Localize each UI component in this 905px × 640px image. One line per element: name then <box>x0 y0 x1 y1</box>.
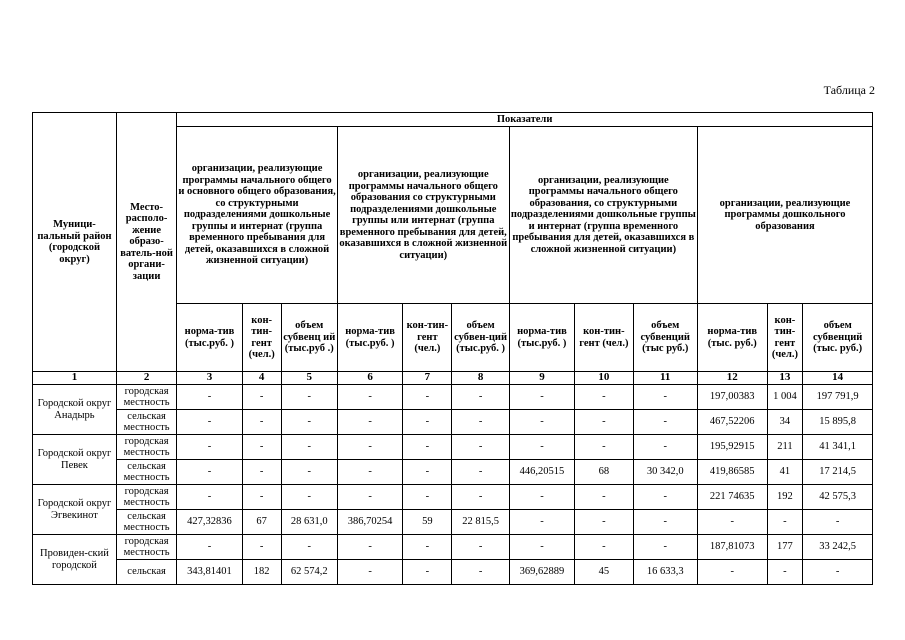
subcol-header: кон-тин-гент (чел.) <box>767 304 803 372</box>
value-cell: - <box>575 435 633 460</box>
subcol-header: объем субвенций (тыс. руб.) <box>803 304 873 372</box>
value-cell: - <box>575 510 633 535</box>
column-number: 3 <box>177 372 242 385</box>
value-cell: - <box>337 385 402 410</box>
value-cell: - <box>452 385 509 410</box>
value-cell: - <box>177 460 242 485</box>
location-cell: городская местность <box>116 435 176 460</box>
value-cell: - <box>337 435 402 460</box>
value-cell: - <box>575 410 633 435</box>
value-cell: 17 214,5 <box>803 460 873 485</box>
location-cell: городская местность <box>116 385 176 410</box>
value-cell: - <box>281 460 337 485</box>
value-cell: - <box>633 485 697 510</box>
value-cell: - <box>575 385 633 410</box>
value-cell: - <box>337 460 402 485</box>
table-row <box>33 560 873 585</box>
value-cell: - <box>177 435 242 460</box>
column-number: 5 <box>281 372 337 385</box>
location-cell: городская местность <box>116 535 176 560</box>
table-row <box>33 435 873 460</box>
value-cell: - <box>452 410 509 435</box>
subcol-header: норма-тив (тыс. руб.) <box>697 304 767 372</box>
subcol-header: норма-тив (тыс.руб. ) <box>177 304 242 372</box>
value-cell: - <box>281 385 337 410</box>
value-cell: - <box>403 385 452 410</box>
value-cell: 386,70254 <box>337 510 402 535</box>
value-cell: - <box>242 485 281 510</box>
value-cell: 195,92915 <box>697 435 767 460</box>
value-cell: 28 631,0 <box>281 510 337 535</box>
value-cell: 30 342,0 <box>633 460 697 485</box>
value-cell: 62 574,2 <box>281 560 337 585</box>
table-caption: Таблица 2 <box>823 83 875 97</box>
header-group-4: организации, реализующие программы дошкольного образования <box>697 127 872 304</box>
value-cell: - <box>452 485 509 510</box>
value-cell: 67 <box>242 510 281 535</box>
value-cell: - <box>403 435 452 460</box>
table-row <box>33 510 873 535</box>
header-municipality: Муници-пальный район (городской округ) <box>33 113 117 372</box>
value-cell: - <box>177 410 242 435</box>
value-cell: - <box>509 485 574 510</box>
value-cell: - <box>509 510 574 535</box>
value-cell: - <box>403 535 452 560</box>
value-cell: 1 004 <box>767 385 803 410</box>
value-cell: - <box>697 510 767 535</box>
value-cell: - <box>509 385 574 410</box>
value-cell: 177 <box>767 535 803 560</box>
value-cell: 16 633,3 <box>633 560 697 585</box>
column-number: 12 <box>697 372 767 385</box>
subcol-header: объем субвенц ий (тыс.руб .) <box>281 304 337 372</box>
column-number: 2 <box>116 372 176 385</box>
value-cell: - <box>242 435 281 460</box>
value-cell: - <box>575 485 633 510</box>
value-cell: - <box>337 410 402 435</box>
value-cell: 22 815,5 <box>452 510 509 535</box>
value-cell: 41 <box>767 460 803 485</box>
column-number: 13 <box>767 372 803 385</box>
column-number: 10 <box>575 372 633 385</box>
table-row <box>33 410 873 435</box>
value-cell: - <box>633 510 697 535</box>
location-cell: сельская местность <box>116 460 176 485</box>
value-cell: - <box>575 535 633 560</box>
column-number: 1 <box>33 372 117 385</box>
value-cell: 446,20515 <box>509 460 574 485</box>
header-group-1: организации, реализующие программы начального общего и основного общего образования, со структурными подразделениями дошкольные группы и интернат (группа временного пребывания для детей, оказавшихся в сложной жизненной ситуации) <box>177 127 338 304</box>
subcol-header: объем субвен-ций (тыс.руб. ) <box>452 304 509 372</box>
value-cell: 15 895,8 <box>803 410 873 435</box>
value-cell: - <box>242 535 281 560</box>
municipality-cell: Городской округ Эгвекинот <box>33 485 117 535</box>
table-row <box>33 485 873 510</box>
value-cell: 59 <box>403 510 452 535</box>
location-cell: сельская <box>116 560 176 585</box>
value-cell: 42 575,3 <box>803 485 873 510</box>
value-cell: - <box>403 485 452 510</box>
table-row <box>33 535 873 560</box>
value-cell: 419,86585 <box>697 460 767 485</box>
value-cell: - <box>281 535 337 560</box>
column-number: 6 <box>337 372 402 385</box>
header-group-3: организации, реализующие программы начального общего образования, со структурными подразделениями дошкольные группы и интернат (группа временного пребывания для детей, оказавшихся в сложной жизненной ситуации) <box>509 127 697 304</box>
value-cell: - <box>509 410 574 435</box>
value-cell: - <box>403 560 452 585</box>
column-number: 8 <box>452 372 509 385</box>
value-cell: - <box>403 410 452 435</box>
column-number: 14 <box>803 372 873 385</box>
value-cell: - <box>177 535 242 560</box>
value-cell: 187,81073 <box>697 535 767 560</box>
subcol-header: объем субвенций (тыс руб.) <box>633 304 697 372</box>
value-cell: 182 <box>242 560 281 585</box>
subsidy-table <box>32 112 873 585</box>
value-cell: - <box>697 560 767 585</box>
value-cell: - <box>633 385 697 410</box>
header-location: Место-располо-жение образо-ватель-ной органи-зации <box>116 113 176 372</box>
value-cell: 467,52206 <box>697 410 767 435</box>
column-number: 9 <box>509 372 574 385</box>
municipality-cell: Провиден-ский городской <box>33 535 117 585</box>
municipality-cell: Городской округ Певек <box>33 435 117 485</box>
value-cell: - <box>803 560 873 585</box>
value-cell: 192 <box>767 485 803 510</box>
value-cell: - <box>242 410 281 435</box>
value-cell: 68 <box>575 460 633 485</box>
value-cell: - <box>803 510 873 535</box>
value-cell: 343,81401 <box>177 560 242 585</box>
column-number: 7 <box>403 372 452 385</box>
value-cell: - <box>452 460 509 485</box>
value-cell: 33 242,5 <box>803 535 873 560</box>
table-row <box>33 460 873 485</box>
location-cell: сельская местность <box>116 410 176 435</box>
value-cell: 221 74635 <box>697 485 767 510</box>
subcol-header: кон-тин-гент (чел.) <box>575 304 633 372</box>
value-cell: - <box>509 435 574 460</box>
value-cell: - <box>337 485 402 510</box>
subcol-header: норма-тив (тыс.руб. ) <box>509 304 574 372</box>
value-cell: - <box>337 560 402 585</box>
value-cell: - <box>452 560 509 585</box>
table-row <box>33 385 873 410</box>
table-body <box>33 385 873 585</box>
value-cell: 34 <box>767 410 803 435</box>
value-cell: - <box>403 460 452 485</box>
header-group-2: организации, реализующие программы начального общего образования со структурными подразделениями дошкольные группы или интернат (группа временного пребывания для детей, оказавшихся в сложной жизненной ситуации) <box>337 127 509 304</box>
value-cell: - <box>337 535 402 560</box>
value-cell: - <box>281 435 337 460</box>
value-cell: - <box>177 385 242 410</box>
value-cell: - <box>633 435 697 460</box>
location-cell: городская местность <box>116 485 176 510</box>
header-indicators: Показатели <box>177 113 873 127</box>
value-cell: 45 <box>575 560 633 585</box>
subcol-header: кон-тин-гент (чел.) <box>242 304 281 372</box>
column-number: 4 <box>242 372 281 385</box>
location-cell: сельская местность <box>116 510 176 535</box>
municipality-cell: Городской округ Анадырь <box>33 385 117 435</box>
value-cell: 427,32836 <box>177 510 242 535</box>
value-cell: - <box>633 535 697 560</box>
value-cell: - <box>242 385 281 410</box>
subcol-header: норма-тив (тыс.руб. ) <box>337 304 402 372</box>
subcol-header: кон-тин-гент (чел.) <box>403 304 452 372</box>
value-cell: - <box>177 485 242 510</box>
column-number: 11 <box>633 372 697 385</box>
value-cell: - <box>633 410 697 435</box>
value-cell: - <box>452 435 509 460</box>
value-cell: - <box>452 535 509 560</box>
value-cell: 211 <box>767 435 803 460</box>
value-cell: - <box>281 485 337 510</box>
value-cell: - <box>281 410 337 435</box>
value-cell: 197,00383 <box>697 385 767 410</box>
value-cell: - <box>242 460 281 485</box>
value-cell: 197 791,9 <box>803 385 873 410</box>
value-cell: - <box>767 560 803 585</box>
value-cell: 41 341,1 <box>803 435 873 460</box>
value-cell: - <box>509 535 574 560</box>
value-cell: - <box>767 510 803 535</box>
value-cell: 369,62889 <box>509 560 574 585</box>
